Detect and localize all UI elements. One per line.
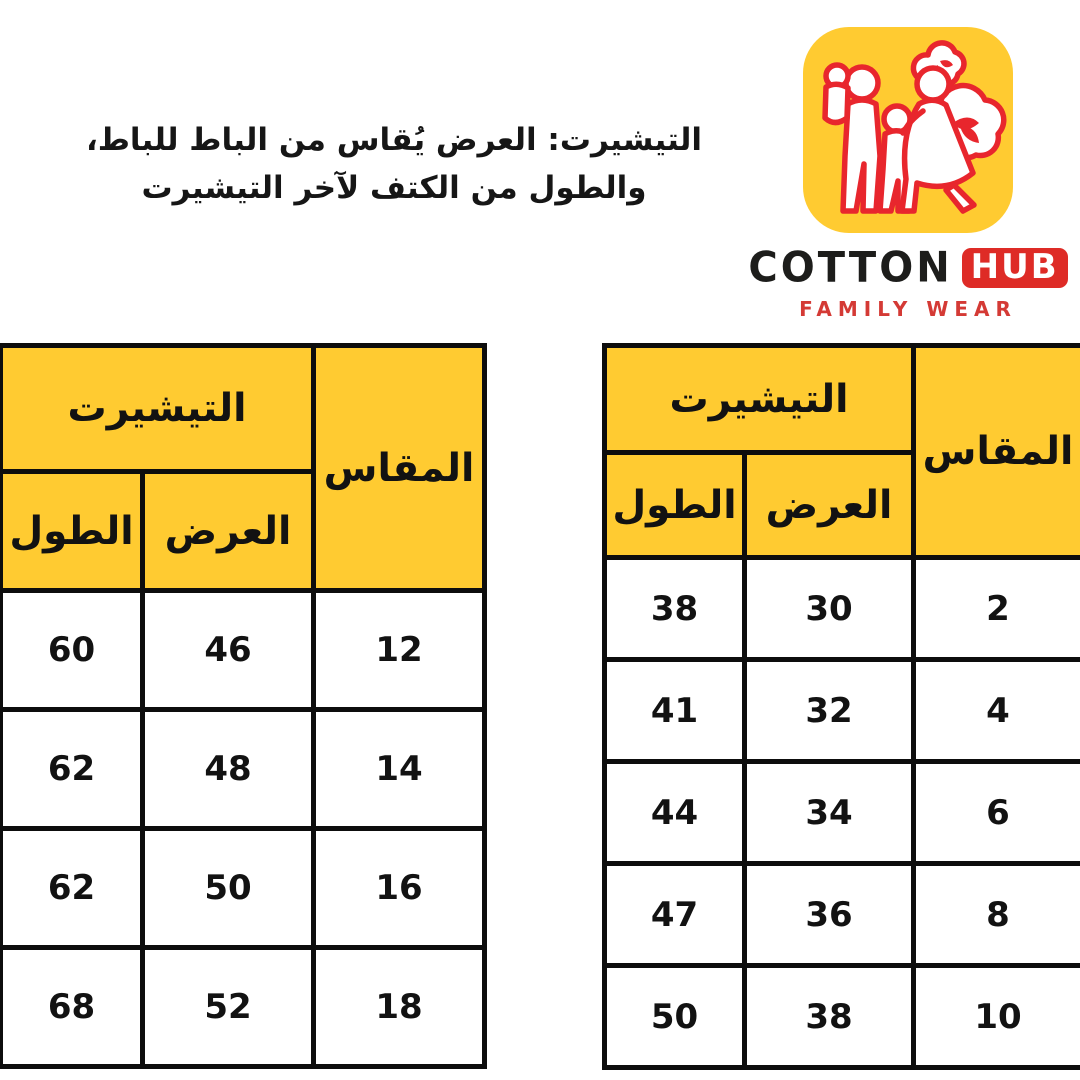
header-product: التيشيرت	[605, 346, 914, 453]
table-row	[605, 558, 1080, 660]
cell-width: 52	[143, 948, 314, 1067]
header-width: العرض	[745, 453, 914, 558]
table-row	[1, 829, 485, 948]
cell-length: 38	[605, 558, 745, 660]
cell-size: 18	[314, 948, 485, 1067]
cell-length: 44	[605, 762, 745, 864]
table-row	[605, 966, 1080, 1068]
cell-size: 4	[914, 660, 1080, 762]
cell-width: 32	[745, 660, 914, 762]
cell-length: 47	[605, 864, 745, 966]
cell-length: 50	[605, 966, 745, 1068]
cell-width: 34	[745, 762, 914, 864]
header-size: المقاس	[914, 346, 1080, 558]
logo-icon-box	[803, 27, 1013, 233]
table-row	[605, 864, 1080, 966]
size-table-small	[602, 343, 1080, 1070]
cell-width: 30	[745, 558, 914, 660]
table-row	[1, 710, 485, 829]
table-row	[1, 591, 485, 710]
brand-cotton-text: COTTON	[748, 243, 953, 293]
cell-length: 62	[1, 710, 143, 829]
cell-length: 68	[1, 948, 143, 1067]
measurement-note: التيشيرت: العرض يُقاس من الباط للباط، والطول من الكتف لآخر التيشيرت	[85, 122, 703, 206]
cell-size: 6	[914, 762, 1080, 864]
cell-width: 48	[143, 710, 314, 829]
header-product: التيشيرت	[1, 346, 314, 472]
cell-size: 2	[914, 558, 1080, 660]
brand-wordmark	[748, 243, 1059, 293]
cell-size: 12	[314, 591, 485, 710]
cell-size: 10	[914, 966, 1080, 1068]
table-row	[605, 660, 1080, 762]
header-size: المقاس	[314, 346, 485, 591]
cell-length: 41	[605, 660, 745, 762]
cell-size: 16	[314, 829, 485, 948]
cell-width: 46	[143, 591, 314, 710]
cell-width: 50	[143, 829, 314, 948]
family-cotton-icon	[803, 27, 1013, 233]
cell-width: 38	[745, 966, 914, 1068]
brand-tagline: FAMILY WEAR	[799, 297, 1017, 321]
header-length: الطول	[605, 453, 745, 558]
cell-size: 14	[314, 710, 485, 829]
header-width: العرض	[143, 472, 314, 591]
cell-size: 8	[914, 864, 1080, 966]
cell-length: 60	[1, 591, 143, 710]
cell-width: 36	[745, 864, 914, 966]
cell-length: 62	[1, 829, 143, 948]
table-row	[605, 762, 1080, 864]
header-length: الطول	[1, 472, 143, 591]
size-table-large	[0, 343, 487, 1069]
table-row	[1, 948, 485, 1067]
brand-hub-badge: HUB	[962, 248, 1068, 288]
